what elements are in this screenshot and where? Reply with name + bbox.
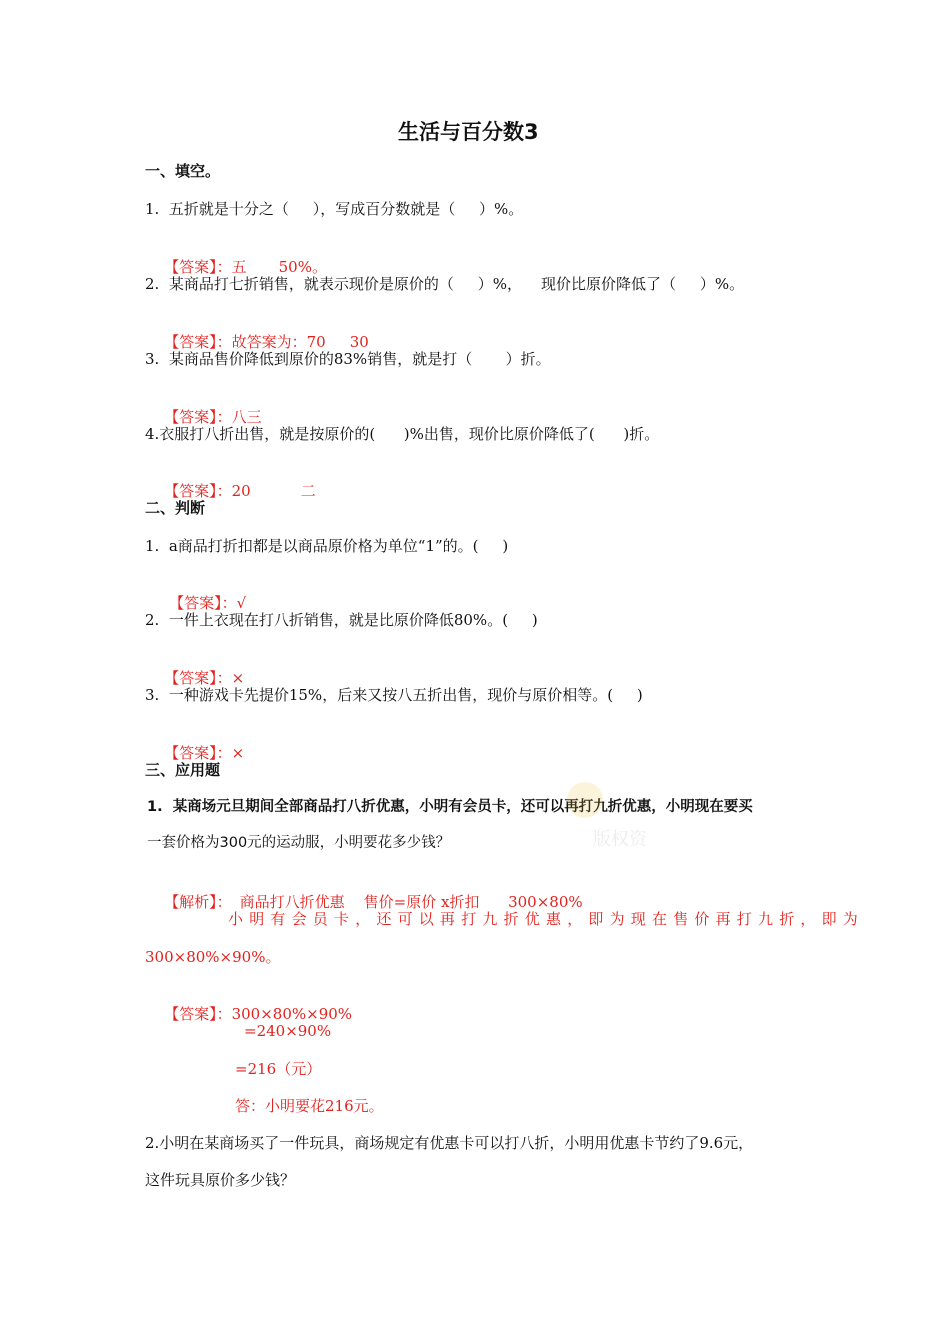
- analysis-label: 【解析】：: [164, 893, 232, 911]
- judge-question-3: 3. 一种游戏卡先提价15%，后来又按八五折出售，现价与原价相等。( ): [145, 686, 643, 704]
- answer-value: 五: [231, 258, 247, 276]
- section-heading-apply: 三、应用题: [145, 761, 221, 779]
- answer-label: 【答案】：: [164, 744, 232, 762]
- answer-label: 【答案】：: [164, 333, 232, 351]
- answer-value: 30: [349, 333, 369, 351]
- apply-analysis-line-2: 小明有会员卡，还可以再打九折优惠，即为现在售价再打九折，即为: [228, 910, 865, 928]
- apply-question-1-line-1: 1. 某商场元旦期间全部商品打八折优惠，小明有会员卡，还可以再打九折优惠，小明现在要买: [147, 799, 753, 815]
- answer-value: ×: [231, 744, 245, 762]
- judge-question-1: 1. a商品打折扣都是以商品原价格为单位“1”的。( ): [145, 537, 509, 555]
- answer-label: 【答案】：: [169, 594, 237, 612]
- answer-label: 【答案】：: [164, 258, 232, 276]
- answer-value: √: [236, 594, 247, 612]
- section-heading-judge: 二、判断: [145, 499, 206, 517]
- answer-step: 300×80%×90%: [231, 1005, 353, 1023]
- fill-question-2: 2. 某商品打七折销售，就表示现价是原价的（ ）%， 现价比原价降低了（ ）%。: [145, 275, 745, 293]
- answer-label: 【答案】：: [164, 669, 232, 687]
- apply-question-2-line-2: 这件玩具原价多少钱？: [145, 1171, 296, 1189]
- fill-question-1: 1. 五折就是十分之（ ），写成百分数就是（ ）%。: [145, 200, 524, 218]
- apply-question-2-line-1: 2.小明在某商场买了一件玩具，商场规定有优惠卡可以打八折，小明用优惠卡节约了9.6元，: [145, 1134, 754, 1152]
- answer-value: ×: [231, 669, 245, 687]
- watermark-logo: [555, 770, 665, 860]
- apply-analysis-line-3: 300×80%×90%。: [145, 948, 281, 966]
- watermark-text: 版权资: [593, 829, 647, 850]
- apply-question-1-line-2: 一套价格为300元的运动服，小明要花多少钱？: [147, 835, 451, 851]
- fill-question-3: 3. 某商品售价降低到原价的83%销售，就是打（ ）折。: [145, 350, 551, 368]
- answer-label: 【答案】：: [164, 1005, 232, 1023]
- answer-value: 八三: [231, 408, 262, 426]
- apply-answer-step-3: =216（元）: [235, 1060, 322, 1078]
- answer-value: 20: [231, 482, 251, 500]
- watermark-sun-icon: [567, 782, 603, 818]
- answer-value: 故答案为：70: [231, 333, 326, 351]
- section-heading-fill: 一、填空。: [145, 162, 221, 180]
- apply-answer-conclusion: 答：小明要花216元。: [235, 1097, 384, 1115]
- analysis-text: 商品打八折优惠 售价=原价 x折扣 300×80%: [239, 893, 583, 911]
- fill-question-4: 4.衣服打八折出售，就是按原价的( )%出售，现价比原价降低了( )折。: [145, 425, 660, 443]
- judge-question-2: 2. 一件上衣现在打八折销售，就是比原价降低80%。( ): [145, 611, 538, 629]
- page-title: 生活与百分数3: [398, 120, 539, 144]
- answer-value: 二: [300, 482, 316, 500]
- answer-label: 【答案】：: [164, 482, 232, 500]
- apply-answer-step-2: =240×90%: [244, 1022, 332, 1040]
- answer-value: 50%。: [278, 258, 327, 276]
- answer-label: 【答案】：: [164, 408, 232, 426]
